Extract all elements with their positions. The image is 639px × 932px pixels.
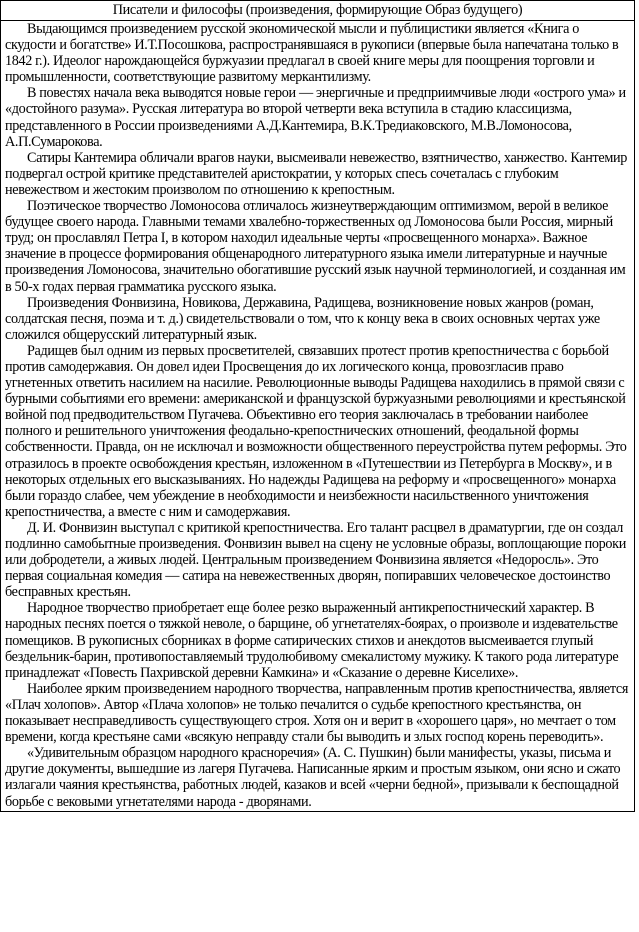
- paragraph-kantemir: Сатиры Кантемира обличали врагов науки, высмеивали невежество, взятничество, ханжество. Кантемир подвергал острой критике представителей аристократии, у которых спесь сочеталась с глубоким невежеством и жестоким произволом по отношению к крепостным.: [5, 149, 627, 198]
- paragraph-literary-language: Произведения Фонвизина, Новикова, Державина, Радищева, возникновение новых жанров (роман, солдатская песня, поэма и т. д.) свидетельствовали о том, что к концу века в своих основных чертах уже сложился общерусский литературный язык.: [5, 294, 600, 343]
- paragraph-radishchev: Радищев был одним из первых просветителей, связавших протест против крепостничества с борьбой против самодержавия. Он довел идеи Просвещения до их логического конца, провозгласив право угнетенных ответить насилием на насилие. Революционные выводы Радищева находились в прямой связи с бурными событиями его времени: американской и французской буржуазными революциями и крестьянской войной под предводительством Пугачева. Объективно его теория заключалась в требовании наиболее полного и решительного уничтожения феодально-крепостнических отношений, феодальной формы собственности. Правда, он не исключал и возможности общественного переустройства путем реформы. Это отразилось в проекте освобождения крестьян, изложенном в «Путешествии из Петербурга в Москву», и в некоторых отдельных его высказываниях. Но надежды Радищева на реформу и «просвещенного» монарха были гораздо слабее, чем убеждение в необходимости и неизбежности насильственного уничтожения крепостничества, а вместе с ним и самодержавия.: [5, 342, 627, 520]
- paragraph-lomonosov: Поэтическое творчество Ломоносова отличалось жизнеутверждающим оптимизмом, верой в великое будущее своего народа. Главными темами хвалебно-торжественных од Ломоносова были Россия, мирный труд; он прославлял Петра I, в котором находил идеальные черты «просвещенного монарха». Важное значение в процессе формирования общенародного литературного языка имели литературные и научные произведения Ломоносова, значительно обогатившие русский язык научной терминологией, и созданная им в 50-х годах первая грамматика русского языка.: [5, 198, 626, 295]
- paragraph-pososhkov: Выдающимся произведением русской экономической мысли и публицистики является «Книга о скудости и богатстве» И.Т.Посошкова, распространявшаяся в рукописи (впервые была напечатана только в 1842 г.). Идеолог нарождающейся буржуазии предлагал в своей книге меры для поощрения торговли и промышленности, соответствующие развитому меркантилизму.: [5, 21, 619, 86]
- paragraph-folk-art: Народное творчество приобретает еще более резко выраженный антикрепостнический характер. В народных песнях поется о тяжкой неволе, о барщине, об угнетателях-боярах, о произволе и издевательстве помещиков. В рукописных сборниках в форме сатирических стихов и анекдотов высмеивается глупый бездельник-барин, противопоставляемый трудолюбивому смекалистому мужику. К такого рода литературе принадлежат «Повесть Пахривской деревни Камкина» и «Сказание о деревне Киселихе».: [5, 600, 619, 681]
- paragraph-plach-holopov: Наиболее ярким произведением народного творчества, направленным против крепостничества, является «Плач холопов». Автор «Плача холопов» не только печалится о судьбе крепостного крестьянства, он показывает несправедливость существующего строя. Хотя он и верит в «хорошего царя», но мечтает о том времени, когда крестьяне сами «всякую неправду стали бы выводить и злых господ корень переводить».: [5, 680, 629, 746]
- body-cell: [1, 21, 635, 812]
- paragraph-pugachev-documents: «Удивительным образцом народного красноречия» (А. С. Пушкин) были манифесты, указы, письма и другие документы, вышедшие из лагеря Пугачева. Написанные ярким и простым языком, они ясно и сжато излагали чаяния крестьянства, работных людей, казаков и всей «черни бедной», призывали к беспощадной борьбе с вековыми угнетателями народа - дворянами.: [5, 745, 621, 810]
- header-row: [1, 1, 635, 21]
- body-row: [1, 21, 635, 812]
- paragraph-fonvizin: Д. И. Фонвизин выступал с критикой крепостничества. Его талант расцвел в драматургии, где он создал подлинно самобытные произведения. Фонвизин вывел на сцену не условные образы, воплощающие пороки или добродетели, а живых людей. Центральным произведением Фонвизина является «Недоросль». Это первая социальная комедия — сатира на невежественных дворян, попиравших человеческое достоинство бесправных крестьян.: [5, 519, 626, 601]
- paragraph-classicism: В повестях начала века выводятся новые герои — энергичные и предприимчивые люди «острого ума» и «достойного разума». Русская литература во второй четверти века вступила в стадию классицизма, представленного в России произведениями А.Д.Кантемира, В.К.Тредиаковского, М.В.Ломоносова, А.П.Сумарокова.: [5, 85, 626, 150]
- table-title: Писатели и философы (произведения, формирующие Образ будущего): [1, 1, 635, 21]
